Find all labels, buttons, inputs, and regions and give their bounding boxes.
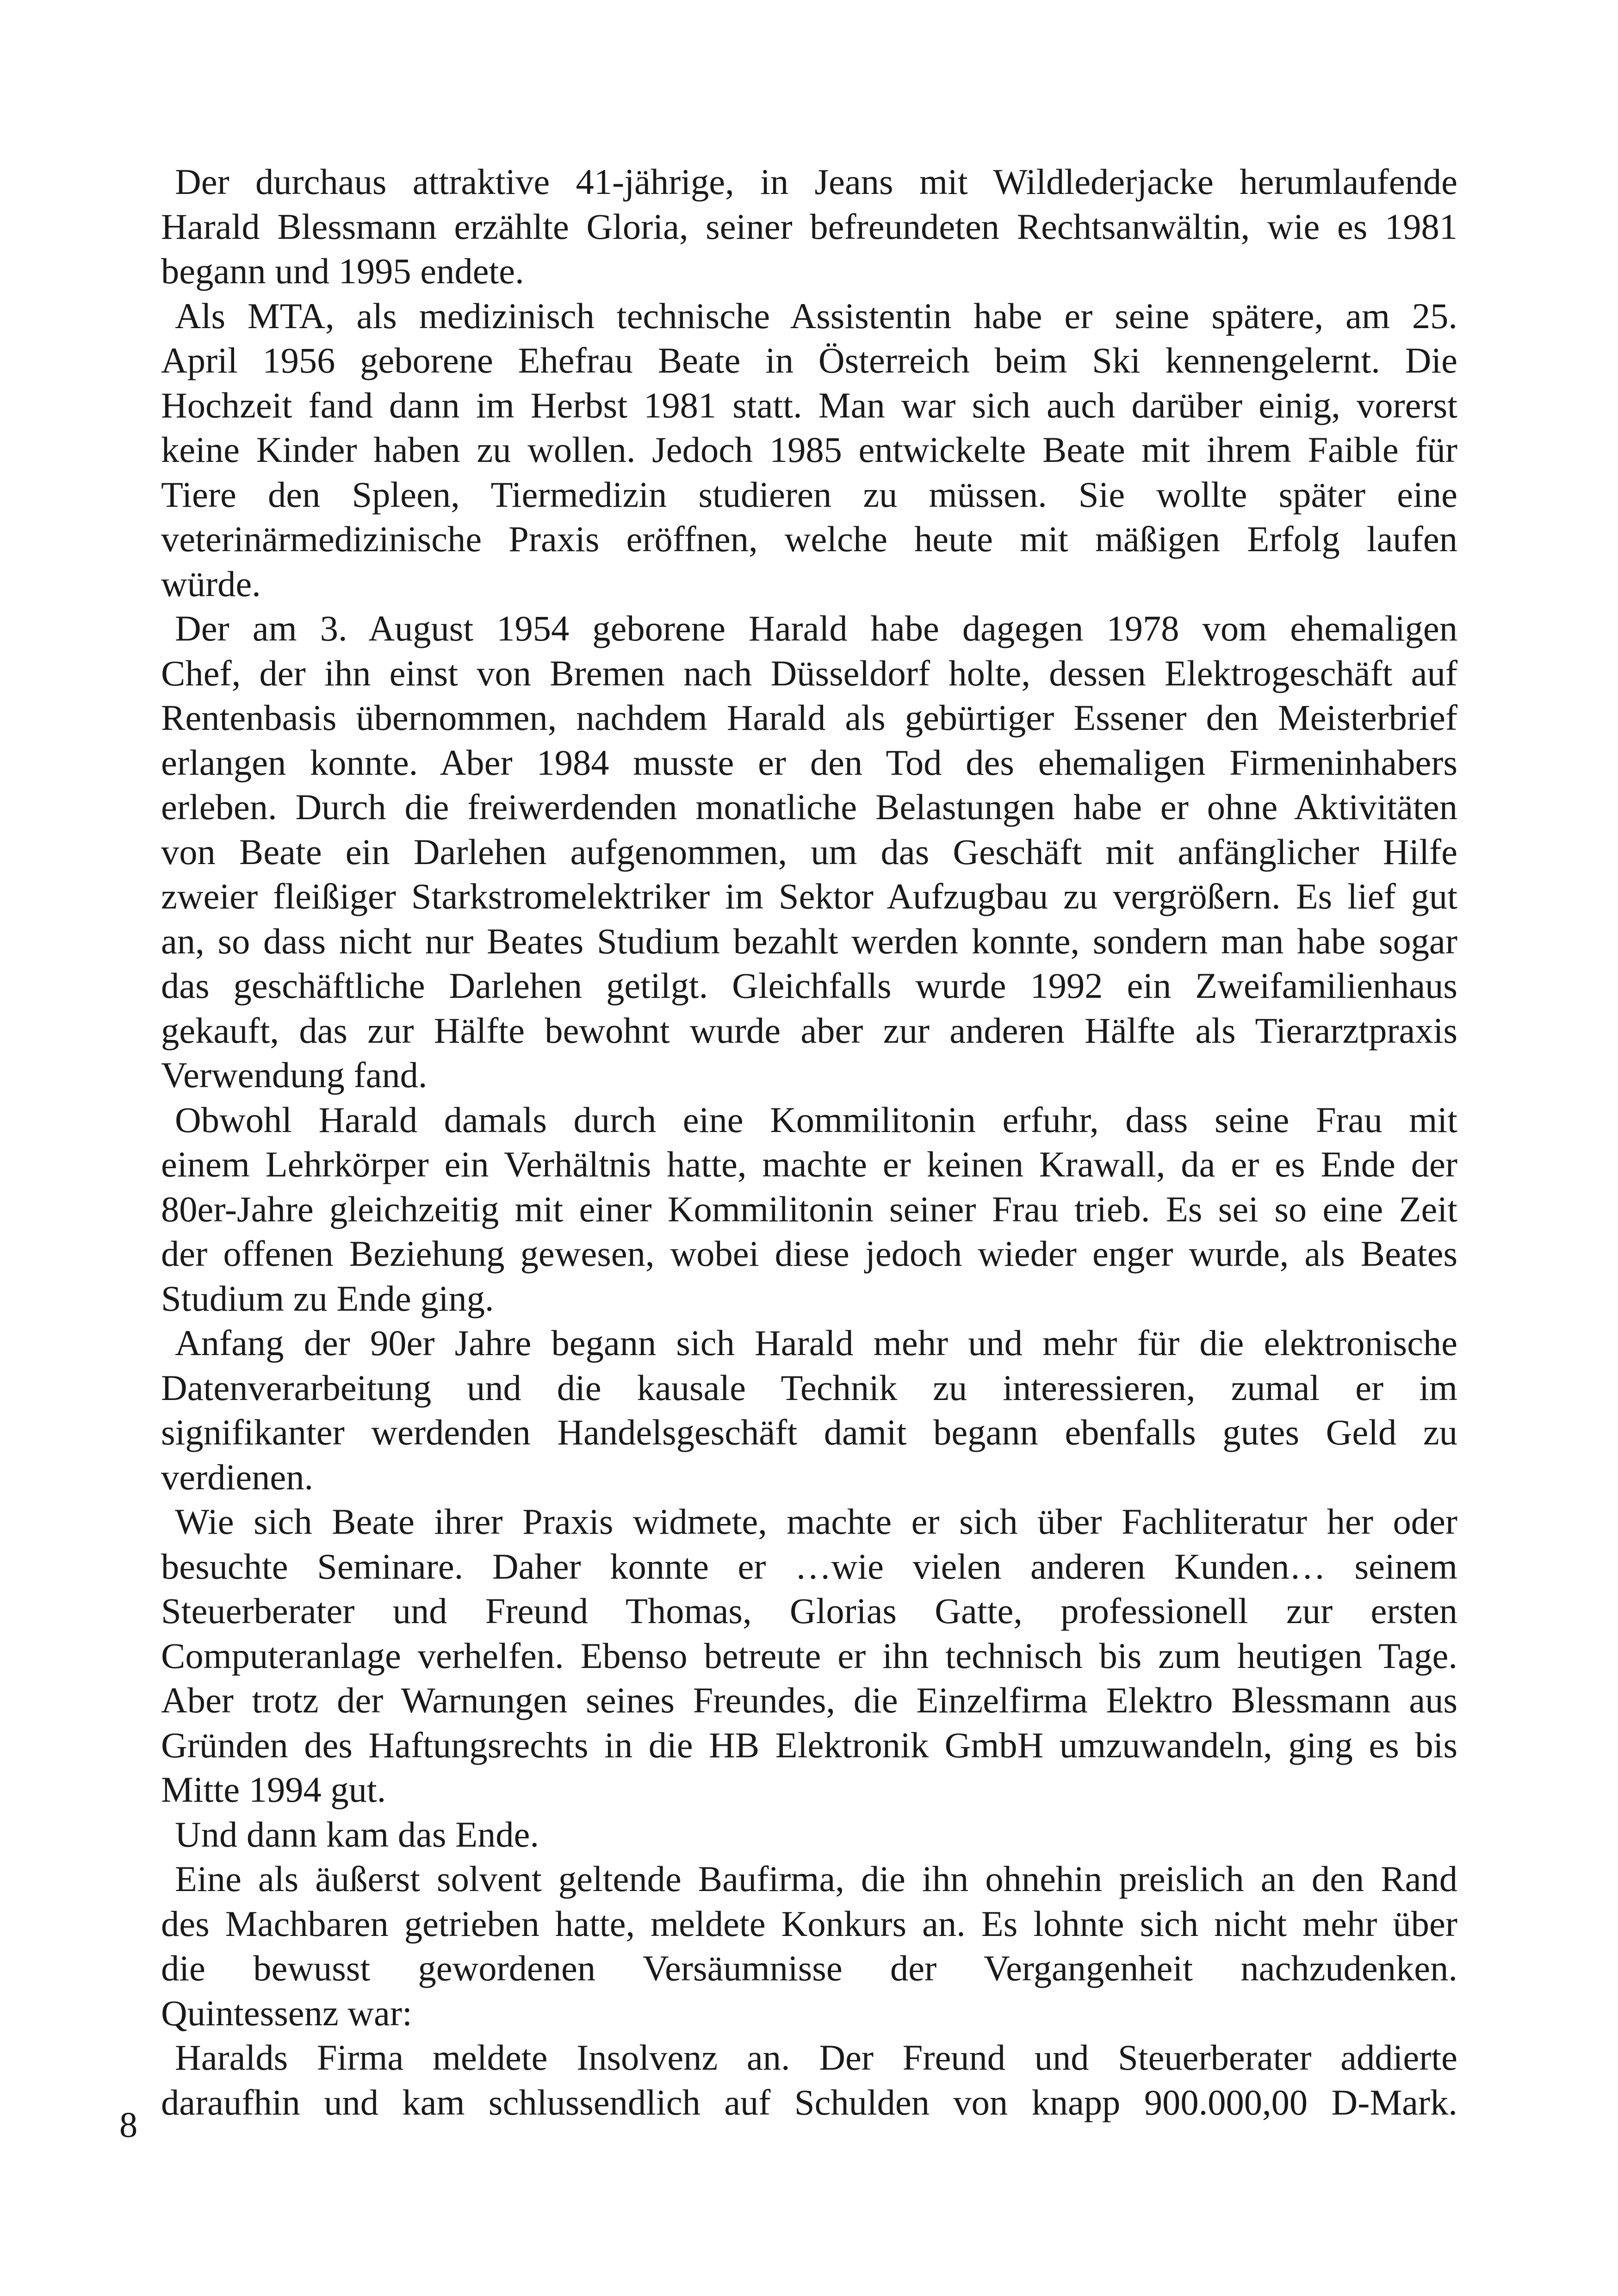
text-line: Als MTA, als medizinisch technische Assistentin habe er seine spätere, am 25.	[175, 295, 1457, 336]
text-line: zweier fleißiger Starkstromelektriker im Sektor Aufzugbau zu vergrößern. Es lief gut	[161, 876, 1457, 916]
text-line: erleben. Durch die freiwerdenden monatliche Belastungen habe er ohne Aktivitäten	[161, 787, 1457, 827]
paragraph	[161, 1857, 1457, 2035]
text-line: Obwohl Harald damals durch eine Kommilitonin erfuhr, dass seine Frau mit	[175, 1099, 1457, 1140]
paragraph	[161, 1812, 1457, 1857]
text-line: Hochzeit fand dann im Herbst 1981 statt. Man war sich auch darüber einig, vorerst	[161, 385, 1457, 425]
text-line: daraufhin und kam schlussendlich auf Schulden von knapp 900.000,00 D-Mark.	[161, 2082, 1457, 2122]
paragraph	[161, 160, 1457, 294]
text-line: an, so dass nicht nur Beates Studium bezahlt werden konnte, sondern man habe sogar	[161, 921, 1457, 961]
text-line: Tiere den Spleen, Tiermedizin studieren zu müssen. Sie wollte später eine	[161, 474, 1457, 515]
text-line: verdienen.	[161, 1456, 314, 1497]
text-line: Wie sich Beate ihrer Praxis widmete, machte er sich über Fachliteratur her oder	[175, 1501, 1457, 1542]
text-line: gekauft, das zur Hälfte bewohnt wurde aber zur anderen Hälfte als Tierarztpraxis	[161, 1010, 1457, 1051]
text-line: die bewusst gewordenen Versäumnisse der Vergangenheit nachzudenken.	[161, 1948, 1457, 1988]
text-line: begann und 1995 endete.	[161, 251, 524, 291]
paragraph	[161, 1321, 1457, 1500]
text-line: signifikanter werdenden Handelsgeschäft damit begann ebenfalls gutes Geld zu	[161, 1412, 1457, 1452]
text-line: Der durchaus attraktive 41-jährige, in Jeans mit Wildlederjacke herumlaufende	[175, 162, 1457, 202]
text-line: veterinärmedizinische Praxis eröffnen, welche heute mit mäßigen Erfolg laufen	[161, 519, 1457, 559]
text-line: Und dann kam das Ende.	[175, 1814, 539, 1854]
paragraph	[161, 294, 1457, 607]
text-line: von Beate ein Darlehen aufgenommen, um das Geschäft mit anfänglicher Hilfe	[161, 831, 1457, 872]
text-line: Mitte 1994 gut.	[161, 1769, 386, 1810]
text-line: Aber trotz der Warnungen seines Freundes, die Einzelfirma Elektro Blessmann aus	[161, 1680, 1457, 1720]
text-line: Gründen des Haftungsrechts in die HB Elektronik GmbH umzuwandeln, ging es bis	[161, 1724, 1457, 1765]
text-line: Chef, der ihn einst von Bremen nach Düsseldorf holte, dessen Elektrogeschäft auf	[161, 653, 1457, 693]
text-line: Quintessenz war:	[161, 1992, 412, 2033]
text-line: Steuerberater und Freund Thomas, Glorias Gatte, professionell zur ersten	[161, 1591, 1457, 1631]
text-line: Computeranlage verhelfen. Ebenso betreute er ihn technisch bis zum heutigen Tage.	[161, 1635, 1457, 1676]
paragraph	[161, 606, 1457, 1098]
text-line: Rentenbasis übernommen, nachdem Harald als gebürtiger Essener den Meisterbrief	[161, 697, 1457, 738]
text-line: Harald Blessmann erzählte Gloria, seiner befreundeten Rechtsanwältin, wie es 1981	[161, 206, 1457, 247]
text-line: würde.	[161, 563, 261, 604]
text-line: Der am 3. August 1954 geborene Harald habe dagegen 1978 vom ehemaligen	[175, 608, 1457, 648]
paragraph	[161, 2035, 1457, 2125]
text-line: erlangen konnte. Aber 1984 musste er den Tod des ehemaligen Firmeninhabers	[161, 742, 1457, 783]
text-line: 80er-Jahre gleichzeitig mit einer Kommilitonin seiner Frau trieb. Es sei so eine Zeit	[161, 1188, 1457, 1229]
text-line: der offenen Beziehung gewesen, wobei diese jedoch wieder enger wurde, als Beates	[161, 1233, 1457, 1274]
text-line: Datenverarbeitung und die kausale Technik zu interessieren, zumal er im	[161, 1367, 1457, 1408]
text-line: Anfang der 90er Jahre begann sich Harald mehr und mehr für die elektronische	[175, 1323, 1457, 1363]
paragraph	[161, 1500, 1457, 1812]
text-line: Verwendung fand.	[161, 1055, 428, 1095]
text-line: Studium zu Ende ging.	[161, 1278, 494, 1319]
text-line: April 1956 geborene Ehefrau Beate in Österreich beim Ski kennengelernt. Die	[161, 340, 1457, 380]
page-number: 8	[119, 2104, 138, 2145]
text-line: das geschäftliche Darlehen getilgt. Gleichfalls wurde 1992 ein Zweifamilienhaus	[161, 965, 1457, 1006]
text-line: besuchte Seminare. Daher konnte er …wie vielen anderen Kunden… seinem	[161, 1546, 1457, 1587]
text-line: des Machbaren getrieben hatte, meldete Konkurs an. Es lohnte sich nicht mehr über	[161, 1903, 1457, 1944]
text-line: Haralds Firma meldete Insolvenz an. Der Freund und Steuerberater addierte	[175, 2037, 1457, 2078]
body-text	[161, 160, 1457, 2125]
paragraph	[161, 1098, 1457, 1321]
text-line: Eine als äußerst solvent geltende Baufirma, die ihn ohnehin preislich an den Rand	[175, 1859, 1457, 1899]
text-line: keine Kinder haben zu wollen. Jedoch 1985 entwickelte Beate mit ihrem Faible für	[161, 429, 1457, 470]
text-line: einem Lehrkörper ein Verhältnis hatte, machte er keinen Krawall, da er es Ende der	[161, 1144, 1457, 1184]
